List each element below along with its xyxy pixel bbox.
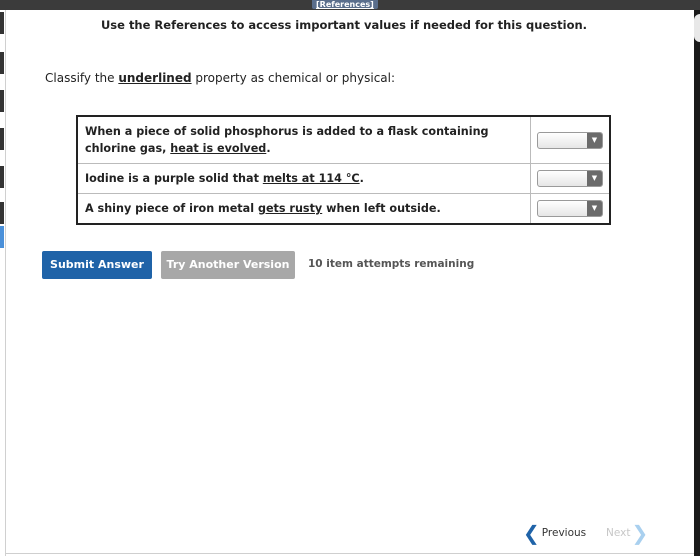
sidebar-marker[interactable] [0, 202, 4, 224]
attempts-remaining-text: 10 item attempts remaining [308, 258, 475, 270]
chevron-right-icon: ❯ [631, 521, 649, 545]
sidebar-marker-active[interactable] [0, 226, 4, 248]
table-row [77, 164, 610, 194]
submit-answer-button[interactable]: Submit Answer [42, 251, 152, 279]
statement-cell [77, 164, 531, 194]
answer-cell [531, 116, 611, 164]
references-tab[interactable]: [References] [312, 0, 378, 9]
classification-dropdown[interactable] [537, 170, 603, 187]
top-bar [0, 0, 700, 10]
prompt-underlined-word: underlined [118, 71, 192, 85]
right-edge-strip [694, 10, 700, 556]
statement-cell [77, 194, 531, 225]
statement-text-end: . [266, 142, 271, 155]
table-row [77, 116, 610, 164]
statement-text-end: when left outside. [322, 202, 441, 215]
statement-underlined-property: heat is evolved [170, 142, 267, 155]
sidebar-marker[interactable] [0, 128, 4, 150]
bottom-divider [6, 553, 694, 554]
answer-cell [531, 194, 611, 225]
classification-dropdown[interactable] [537, 132, 603, 149]
sidebar-marker[interactable] [0, 90, 4, 112]
statement-underlined-property: gets rusty [257, 202, 323, 215]
dropdown-arrow-icon[interactable]: ▼ [587, 171, 602, 186]
dropdown-arrow-icon[interactable]: ▼ [587, 201, 602, 216]
statement-text: When a piece of solid phosphorus is added to a flask containing chlorine gas, [85, 125, 489, 155]
statement-text-end: . [359, 172, 364, 185]
next-label: Next [606, 527, 631, 539]
statement-underlined-property: melts at 114 °C [262, 172, 360, 185]
statement-text: Iodine is a purple solid that [85, 172, 263, 185]
next-button[interactable] [606, 521, 649, 545]
classification-table [76, 115, 611, 225]
previous-label: Previous [541, 527, 587, 539]
sidebar-marker[interactable] [0, 52, 4, 74]
scroll-handle[interactable] [694, 14, 700, 42]
prompt-text-after: property as chemical or physical: [191, 71, 396, 85]
statement-text: A shiny piece of iron metal [85, 202, 258, 215]
sidebar-marker[interactable] [0, 166, 4, 188]
prompt-text-before: Classify the [45, 71, 119, 85]
question-prompt [45, 71, 395, 85]
answer-cell [531, 164, 611, 194]
left-sidebar-strip [0, 10, 6, 556]
try-another-version-button[interactable]: Try Another Version [161, 251, 295, 279]
statement-cell [77, 116, 531, 164]
dropdown-arrow-icon[interactable]: ▼ [587, 133, 602, 148]
previous-button[interactable] [523, 521, 587, 545]
references-note: Use the References to access important values if needed for this question. [100, 18, 588, 32]
classification-dropdown[interactable] [537, 200, 603, 217]
table-row [77, 194, 610, 225]
chevron-left-icon: ❮ [523, 521, 540, 545]
